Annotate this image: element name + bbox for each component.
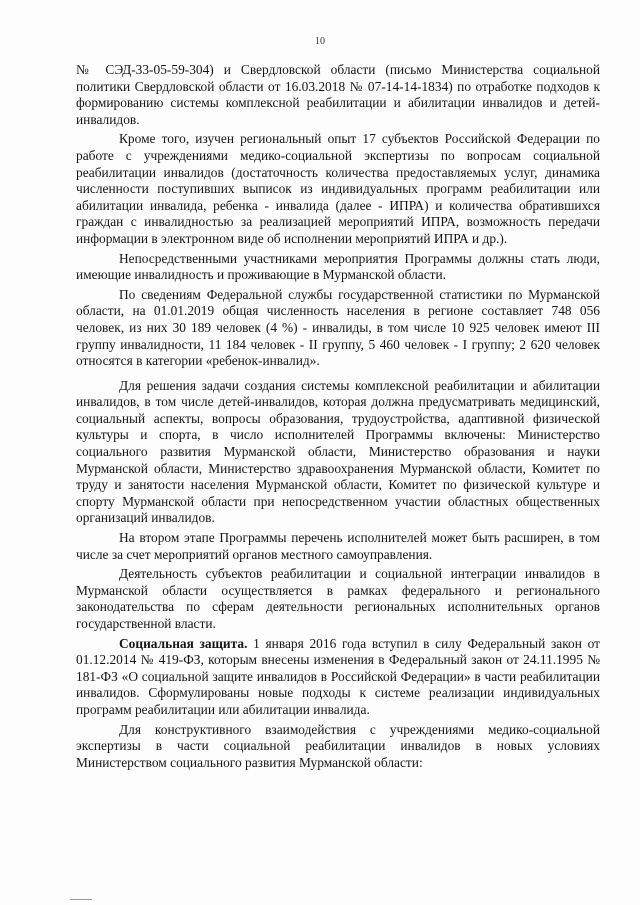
paragraph-text: Деятельность субъектов реабилитации и социальной интеграции инвалидов в Мурманской области осуществляется в рамках федерального и регионального законодательства по сферам деятельности региональных исполнительных органов государственной власти. [76,566,600,631]
paragraph-text: Для решения задачи создания системы комплексной реабилитации и абилитации инвалидов, в том числе детей-инвалидов, которая должна предусматривать медицинский, социальный аспекты, вопросы образования, трудоустройства, адаптивной физической культуры и спорта, в число исполнителей Программы включены: Министерство социального развития Мурманской области, Министерство образования и науки Мурманской области, Министерство здравоохранения Мурманской области, Комитет по труду и занятости населения Мурманской области, Комитет по физической культуре и спорту Мурманской области при непосредственном участии областных общественных организаций инвалидов. [76,377,600,526]
paragraph-text: По сведениям Федеральной службы государственной статистики по Мурманской области, на 01.01.2019 общая численность населения в регионе составляет 748 056 человек, из них 30 189 человек (4 %) - инвалиды, в том числе 10 925 человек имеют III группу инвалидности, 11 184 человек - II группу, 5 460 человек - I группу; 2 620 человек относятся в категории «ребенок-инвалид». [76,286,600,369]
paragraph-regional-experience [76,131,600,247]
document-body [76,62,600,771]
paragraph-text: Для конструктивного взаимодействия с учреждениями медико-социальной экспертизы в части социальной реабилитации инвалидов в новых условиях Министерством социального развития Мурманской области: [76,721,600,770]
paragraph-text: Непосредственными участниками мероприятия Программы должны стать люди, имеющие инвалидность и проживающие в Мурманской области. [76,250,600,283]
page-number: 10 [315,36,325,47]
paragraph-activities [76,566,600,632]
paragraph-continuation [76,62,600,128]
paragraph-statistics [76,287,600,370]
paragraph-executors [76,378,600,527]
paragraph-second-stage [76,530,600,563]
paragraph-text: Кроме того, изучен региональный опыт 17 субъектов Российской Федерации по работе с учреждениями медико-социальной экспертизы по вопросам социальной реабилитации инвалидов (достаточность количества предоставляемых услуг, динамика численности поступивших выписок из индивидуальных программ реабилитации или абилитации инвалида, ребенка - инвалида (далее - ИПРА) и количества обратившихся граждан с инвалидностью за реализацией мероприятий ИПРА, возможность передачи информации в электронном виде об исполнении мероприятий ИПРА и др.). [76,131,600,246]
paragraph-text: № СЭД-33-05-59-304) и Свердловской области (письмо Министерства социальной политики Свердловской области от 16.03.2018 № 07-14-14-1834) по отработке подходов к формированию системы комплексной реабилитации и абилитации инвалидов и детей-инвалидов. [76,62,600,127]
paragraph-text: На втором этапе Программы перечень исполнителей может быть расширен, в том числе за счет мероприятий органов местного самоуправления. [76,530,600,562]
section-lead: Социальная защита. [119,635,248,651]
paragraph-text: 1 января 2016 года вступил в силу Федеральный закон от 01.12.2014 № 419-ФЗ, которым внесены изменения в Федеральный закон от 24.11.1995 № 181-ФЗ «О социальной защите инвалидов в Российской Федерации» в части реабилитации инвалидов. Сформулированы новые подходы к системе реализации индивидуальных программ реабилитации или абилитации инвалида. [76,635,600,717]
paragraph-interaction [76,722,600,772]
paragraph-social-protection [76,636,600,719]
paragraph-participants [76,251,600,284]
scan-artifact [70,899,92,900]
